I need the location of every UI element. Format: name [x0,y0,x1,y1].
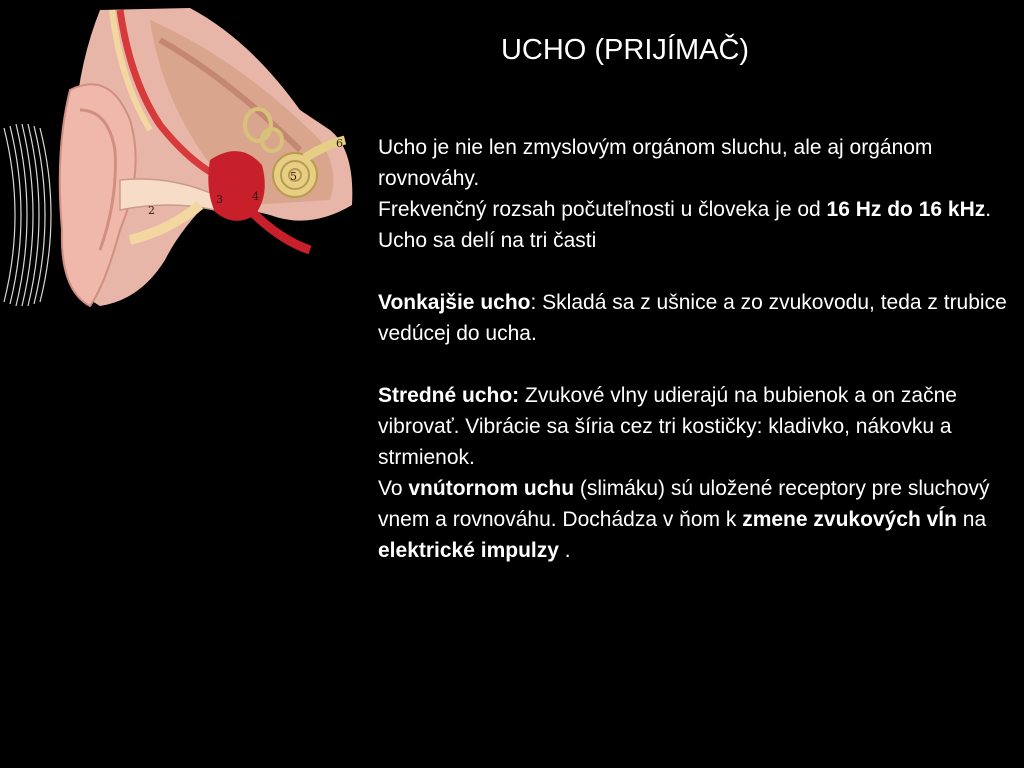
bold-text-run: Vonkajšie ucho [378,291,531,314]
text-run: Frekvenčný rozsah počuteľnosti u človeka je od [378,198,827,221]
bold-text-run: elektrické impulzy [378,539,559,562]
bold-text-run: Stredné ucho: [378,384,520,407]
body-paragraph [378,225,1008,256]
text-run: Ucho je nie len zmyslovým orgánom sluchu, ale aj orgánom rovnováhy. [378,136,933,190]
paragraph-spacer [378,256,1008,287]
body-paragraph [378,194,1008,225]
body-paragraph [378,473,1008,566]
slide-title: UCHO (PRIJÍMAČ) [500,34,750,66]
sound-waves-graphic [4,124,51,306]
body-paragraph [378,287,1008,349]
figure-label-2: 2 [148,204,155,217]
text-run: (slimáku) sú uložené receptory pre sluchový vnem a rovnováhu. Dochádza v ňom k [378,477,990,531]
text-run: . [985,198,992,221]
body-paragraph [378,132,1008,194]
figure-label-5: 5 [290,170,297,183]
text-run: na [956,508,987,531]
text-run: . [558,539,571,562]
paragraph-spacer [378,349,1008,380]
text-run: Zvukové vlny udierajú na bubienok a on začne vibrovať. Vibrácie sa šíria cez tri kostičky: kladivko, nákovku a strmienok. [378,384,957,469]
body-text [378,132,1008,566]
figure-label-3: 3 [216,193,223,206]
figure-label-6: 6 [336,137,343,150]
bold-text-run: 16 Hz do 16 kHz [826,198,986,221]
body-paragraph [378,380,1008,473]
bold-text-run: zmene zvukových vĺn [742,508,957,531]
bold-text-run: vnútornom uchu [408,477,575,500]
ear-anatomy-illustration [0,0,365,312]
text-run: Ucho sa delí na tri časti [378,229,597,252]
figure-label-4: 4 [252,190,259,203]
text-run: Vo [378,477,409,500]
text-run: : Skladá sa z ušnice a zo zvukovodu, teda z trubice vedúcej do ucha. [378,291,1007,345]
